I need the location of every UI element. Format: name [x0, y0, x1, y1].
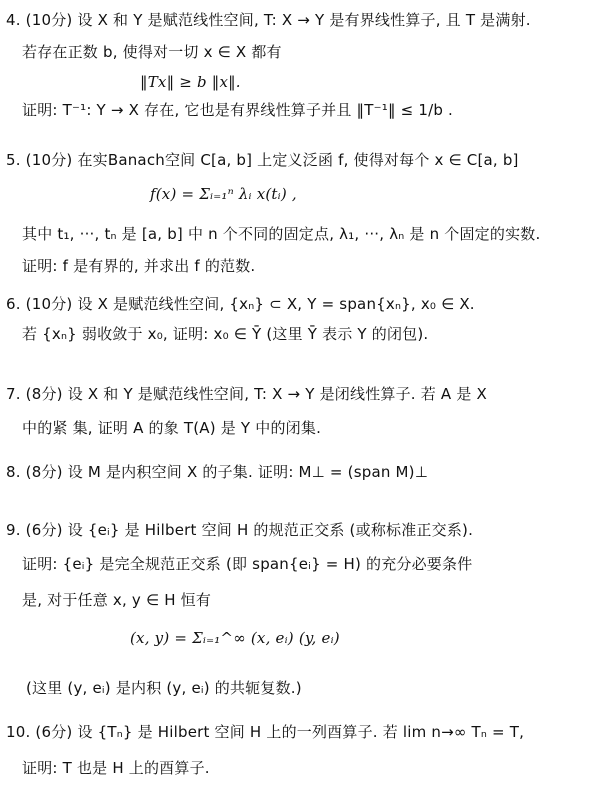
- problem-5-line-4: 证明: f 是有界的, 并求出 f 的范数.: [22, 257, 256, 275]
- problem-6-line-2: 若 {xₙ} 弱收敛于 x₀, 证明: x₀ ∈ Ȳ (这里 Ȳ 表示 Y 的闭包).: [22, 325, 429, 343]
- problem-9-line-3: 是, 对于任意 x, y ∈ H 恒有: [22, 591, 212, 609]
- problem-9-line-1: 9. (6分) 设 {eᵢ} 是 Hilbert 空间 H 的规范正交系 (或称标准正交系).: [6, 521, 474, 539]
- problem-5-line-3: 其中 t₁, ···, tₙ 是 [a, b] 中 n 个不同的固定点, λ₁, ···, λₙ 是 n 个固定的实数.: [22, 225, 541, 243]
- problem-9-formula: (x, y) = Σᵢ₌₁^∞ (x, eᵢ) (y, eᵢ): [130, 629, 340, 647]
- problem-6-line-1: 6. (10分) 设 X 是赋范线性空间, {xₙ} ⊂ X, Y = span{xₙ}, x₀ ∈ X.: [6, 295, 475, 313]
- problem-4-line-2: 若存在正数 b, 使得对一切 x ∈ X 都有: [22, 43, 282, 61]
- problem-7-line-1: 7. (8分) 设 X 和 Y 是赋范线性空间, T: X → Y 是闭线性算子. 若 A 是 X: [6, 385, 487, 403]
- problem-4-line-1: 4. (10分) 设 X 和 Y 是赋范线性空间, T: X → Y 是有界线性算子, 且 T 是满射.: [6, 11, 531, 29]
- problem-5-line-1: 5. (10分) 在实Banach空间 C[a, b] 上定义泛函 f, 使得对每个 x ∈ C[a, b]: [6, 151, 519, 169]
- problem-9-line-5: (这里 (y, eᵢ) 是内积 (y, eᵢ) 的共轭复数.): [26, 679, 302, 697]
- problem-5-formula: f(x) = Σᵢ₌₁ⁿ λᵢ x(tᵢ) ,: [150, 185, 297, 203]
- problem-8-line-1: 8. (8分) 设 M 是内积空间 X 的子集. 证明: M⊥ = (span M)⊥: [6, 463, 428, 481]
- problem-10-line-2: 证明: T 也是 H 上的酉算子.: [22, 759, 210, 777]
- problem-10-line-1: 10. (6分) 设 {Tₙ} 是 Hilbert 空间 H 上的一列酉算子. 若 lim n→∞ Tₙ = T,: [6, 723, 525, 741]
- problem-4-line-4: 证明: T⁻¹: Y → X 存在, 它也是有界线性算子并且 ‖T⁻¹‖ ≤ 1/b .: [22, 101, 454, 119]
- problem-9-line-2: 证明: {eᵢ} 是完全规范正交系 (即 span{eᵢ} = H) 的充分必要条件: [22, 555, 473, 573]
- problem-4-formula: ‖Tx‖ ≥ b ‖x‖.: [140, 73, 241, 91]
- problem-7-line-2: 中的紧 集, 证明 A 的象 T(A) 是 Y 中的闭集.: [22, 419, 322, 437]
